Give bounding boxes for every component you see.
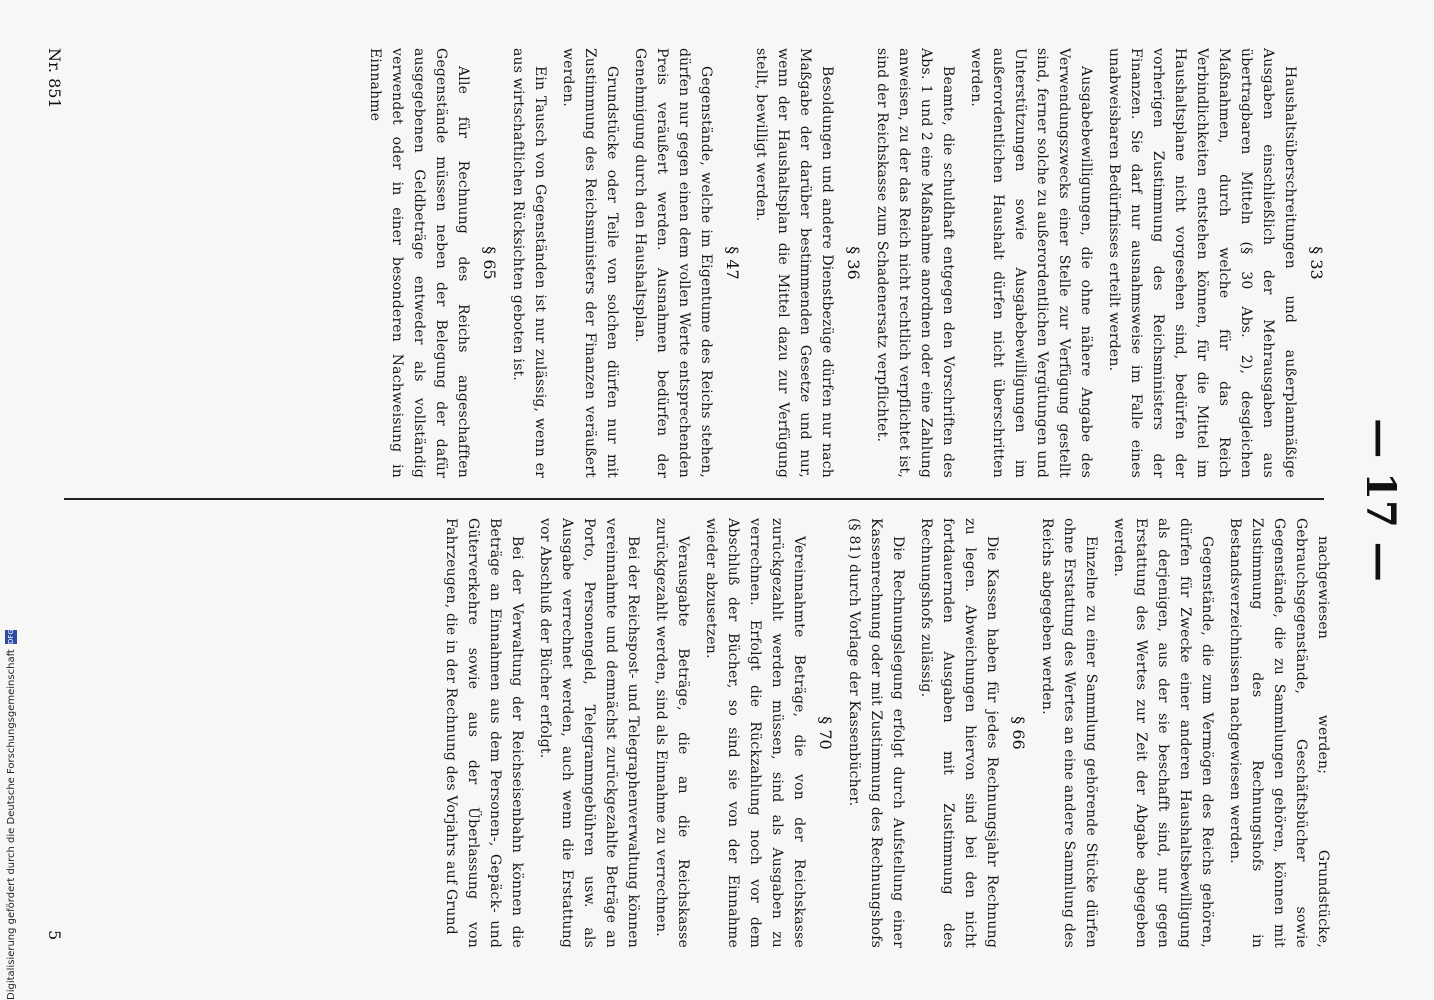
section-heading: § 47	[723, 246, 742, 280]
paragraph: Haushaltsüberschreitungen und außerplanmäßige Ausgaben einschließlich der Mehrausgaben aus übertragbaren Mitteln (§ 30 Abs. 2), desgleichen Maßnahmen, durch welche für das Reich Verbindlichkeiten entstehen können, für die Mittel im Haushaltsplane nicht vorgesehen sind, bedürfen der vorherigen Zustimmung des Reichsministers der Finanzen. Sie darf nur ausnahmsweise im Falle eines unabweisbaren Bedürfnisses erteilt werden.	[1106, 48, 1298, 478]
paragraph: Besoldungen und andere Dienstbezüge dürfen nur nach Maßgabe der darüber bestimmenden Gesetze und nur, wenn der Haushaltsplan die Mittel dazu zur Verfügung stellt, bewilligt werden.	[753, 48, 835, 478]
paragraph: Einzelne zu einer Sammlung gehörende Stücke dürfen ohne Erstattung des Wertes an eine andere Sammlung des Reichs abgegeben werden.	[1039, 518, 1099, 948]
left-column	[54, 48, 1334, 478]
paragraph: Gegenstände, welche im Eigentume des Reichs stehen, dürfen nur gegen einen dem vollen Werte entsprechenden Preis veräußert werden. Ausnahmen bedürfen der Genehmigung durch den Haushaltsplan.	[632, 48, 714, 478]
paragraph: Ein Tausch von Gegenständen ist nur zulässig, wenn er aus wirtschaftlichen Rücksichten geboten ist.	[510, 48, 548, 478]
paragraph: Beamte, die schuldhaft entgegen den Vorschriften des Abs. 1 und 2 eine Maßnahme anordnen oder eine Zahlung anweisen, zu der das Reich nicht rechtlich verpflichtet ist, sind der Reichskasse zum Schadenersatz verpflichtet.	[874, 48, 956, 478]
credit-text: Digitalisierung gefördert durch die Deutsche Forschungsgemeinschaft	[6, 649, 17, 1000]
paragraph: Die Rechnungslegung erfolgt durch Aufstellung einer Kassenrechnung oder mit Zustimmung des Rechnungshofs (§ 81) durch Vorlage der Kassenbücher.	[846, 518, 906, 948]
paragraph: Ausgabebewilligungen, die ohne nähere Angabe des Verwendungszwecks einer Stelle zur Verfügung gestellt sind, ferner solche zu außerordentlichen Vergütungen und Unterstützungen sowie Ausgabebewilligungen im außerordentlichen Haushalt dürfen nicht überschritten werden.	[968, 48, 1094, 478]
column-divider	[64, 498, 1324, 500]
paragraph: Die Kassen haben für jedes Rechnungsjahr Rechnung zu legen. Abweichungen hiervon sind bei den nicht fortdauernden Ausgaben mit Zustimmung des Rechnungshofs zulässig.	[918, 518, 1000, 948]
digitization-credit	[2, 10, 22, 1000]
paragraph: Bei der Reichspost- und Telegraphenverwaltung können vereinnahmte und demnächst zurückgezahlte Beträge an Porto, Personengeld, Telegrammgebühren usw. als Ausgabe verrechnet werden, auch wenn die Erstattung vor Abschluß der Bücher erfolgt.	[537, 518, 641, 948]
signature-mark: Nr. 851	[45, 48, 64, 109]
paragraph: Vereinnahmte Beträge, die von der Reichskasse zurückgezahlt werden müssen, sind als Ausgaben zu verrechnen. Erfolgt die Rückzahlung noch vor dem Abschluß der Bücher, so sind sie von der Einnahme wieder abzusetzen.	[703, 518, 807, 948]
section-heading: § 33	[1307, 246, 1326, 280]
paragraph: Verausgabte Beträge, die an die Reichskasse zurückgezahlt werden, sind als Einnahme zu verrechnen.	[653, 518, 691, 948]
page-number: — 17 —	[1357, 418, 1404, 582]
section-heading: § 70	[816, 716, 835, 750]
right-column	[54, 518, 1334, 948]
paragraph: Grundstücke oder Teile von solchen dürfen nur mit Zustimmung des Reichsministers der Finanzen veräußert werden.	[560, 48, 620, 478]
paragraph: Gegenstände, die zum Vermögen des Reichs gehören, dürfen für Zwecke einer anderen Haushaltsbewilligung als derjenigen, aus der sie beschafft sind, nur gegen Erstattung des Wertes zur Zeit der Abgabe abgegeben werden.	[1111, 518, 1215, 948]
paragraph: Bei der Verwaltung der Reichseisenbahn können die Beträge an Einnahmen aus dem Personen-, Gepäck- und Güterverkehre sowie aus der Überlassung von Fahrzeugen, die in der Rechnung des Vorjahrs auf Grund	[443, 518, 525, 948]
sheet-number: 5	[45, 930, 64, 941]
section-heading: § 36	[844, 246, 863, 280]
section-heading: § 66	[1009, 716, 1028, 750]
section-heading: § 65	[480, 246, 499, 280]
paragraph: nachgewiesen werden; Grundstücke, Gebrauchsgegenstände, Geschäftsbücher sowie Gegenstände, die zu Sammlungen gehören, können mit Zustimmung des Rechnungshofs in Bestandsverzeichnissen nachgewiesen werden.	[1227, 518, 1331, 948]
paragraph: Alle für Rechnung des Reichs angeschafften Gegenstände müssen neben der Belegung der dafür ausgegebenen Geldbeträge entweder als vollständig verwendet oder in einer besonderen Nachweisung in Einnahme	[367, 48, 471, 478]
dfg-logo-icon: DFG	[7, 629, 15, 644]
